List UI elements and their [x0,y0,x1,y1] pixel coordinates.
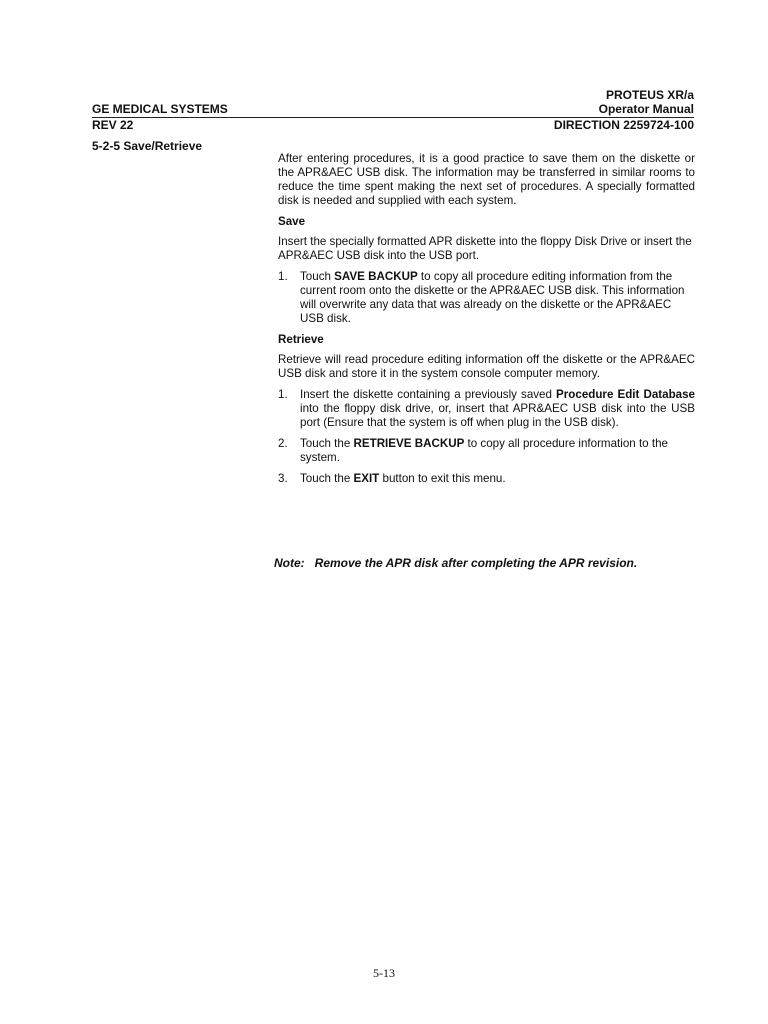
note [274,556,637,570]
step-number: 1. [278,388,288,401]
revision-label: REV 22 [92,118,134,132]
step-text-post: to copy all procedure information to the system. [300,437,668,464]
page-number: 5-13 [373,966,395,980]
step-text-post: button to exit this menu. [379,472,506,485]
step-text [300,472,695,486]
step-text-post: into the floppy disk drive, or, insert that APR&AEC USB disk into the USB port (Ensure that the system is off when plug in the USB disk). [300,402,695,429]
step-number: 3. [278,472,288,485]
step-text-post: to copy all procedure editing information from the current room onto the diskette or the APR&AEC USB disk. This information will overwrite any data that was already on the diskette or the APR&AEC USB disk. [300,270,685,325]
step-text-bold: RETRIEVE BACKUP [353,437,465,450]
step-text-pre: Touch the [300,472,354,485]
step-text-pre: Touch [300,270,335,283]
step-text-bold: Procedure Edit Database [556,388,695,401]
retrieve-step-1 [278,388,695,430]
step-text [300,270,695,326]
note-label: Note: [274,556,305,570]
step-text [300,437,695,465]
step-text [300,388,695,430]
save-paragraph: Insert the specially formatted APR diskette into the floppy Disk Drive or insert the APR&AEC USB disk into the USB port. [278,235,692,262]
step-number: 2. [278,437,288,450]
company-name: GE MEDICAL SYSTEMS [92,102,228,116]
product-name: PROTEUS XR/a [605,88,694,102]
step-number: 1. [278,270,288,283]
header-row-revision [92,118,694,132]
step-text-pre: Insert the diskette containing a previously saved [300,388,557,401]
step-text-bold: SAVE BACKUP [334,270,418,283]
retrieve-step-2 [278,437,695,465]
step-text-pre: Touch the [300,437,354,450]
retrieve-paragraph: Retrieve will read procedure editing information off the diskette or the APR&AEC USB disk and store it in the system console computer memory. [278,353,695,380]
manual-title: Operator Manual [598,102,694,116]
save-step-1 [278,270,695,326]
direction-number: DIRECTION 2259724-100 [553,118,694,132]
note-text: Remove the APR disk after completing the APR revision. [314,556,638,570]
section-title: 5-2-5 Save/Retrieve [92,139,203,153]
step-text-bold: EXIT [353,472,380,485]
section-body [278,152,695,493]
save-heading: Save [278,215,306,228]
intro-paragraph: After entering procedures, it is a good practice to save them on the diskette or the APR&AEC USB disk. The information may be transferred in similar rooms to reduce the time spent making the next set of procedures. A specially formatted disk is needed and supplied with each system. [278,152,695,207]
header-row-company [92,102,694,118]
retrieve-step-3 [278,472,695,486]
retrieve-heading: Retrieve [278,333,324,346]
